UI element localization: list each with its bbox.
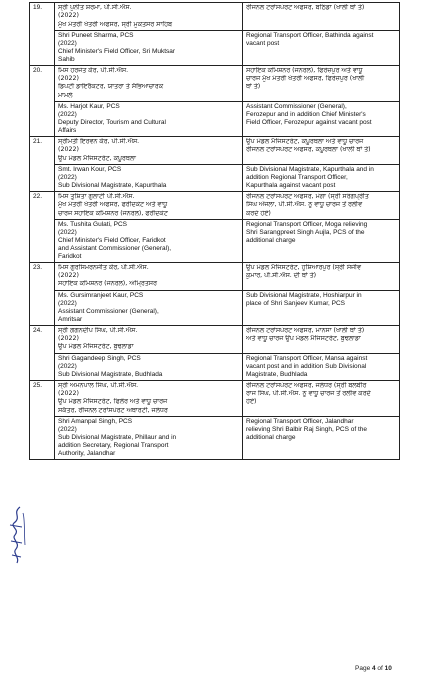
cell-line: ਥਾਂ ਤੇ) <box>246 83 261 91</box>
table-row-english <box>30 290 400 325</box>
cell-line: Regional Transport Officer, Mansa against <box>246 354 368 362</box>
cell-line: additional charge <box>246 236 296 244</box>
cell-line: (2022) <box>58 425 77 433</box>
cell-line: Chief Minister's Field Officer, Faridkot <box>58 236 166 244</box>
cell-line: relieving Shri Balbir Raj Singh, PCS of the <box>246 425 368 433</box>
cell-line: Sub Divisional Magistrate, Kapurthala <box>58 181 167 189</box>
cell-line: Sub Divisional Magistrate, Budhlada <box>58 370 163 378</box>
cell-line: Sub Divisional Magistrate, Kapurthala and in <box>246 165 374 173</box>
current-page: 4 <box>372 665 376 672</box>
table-row-punjabi <box>30 380 400 416</box>
new-posting-punjabi <box>243 191 400 219</box>
new-posting-english <box>243 353 400 380</box>
officer-name-english <box>55 353 243 380</box>
cell-line: Regional Transport Officer, Bathinda against <box>246 31 374 39</box>
cell-line: Field Officer, Ferozepur against vacant post <box>246 119 372 127</box>
cell-line: ਮੁੱਖ ਮੰਤਰੀ ਖੇਤਰੀ ਅਫਸਰ, ਫਰੀਦਕੋਟ ਅਤੇ ਵਾਧੂ <box>58 201 168 209</box>
cell-line: ਚਾਰਜ ਮੁੱਖ ਮੰਤਰੀ ਖੇਤਰੀ ਅਫਸਰ, ਫਿਰੋਜ਼ਪੁਰ (ਖਾਲੀ <box>246 75 365 83</box>
cell-line: ਸਹਾਇਕ ਕਮਿਸ਼ਨਰ (ਜਨਰਲ), ਅੰਮ੍ਰਿਤਸਰ <box>58 280 157 288</box>
cell-line: ਉਪ ਮੰਡਲ ਮੈਜਿਸਟਰੇਟ, ਬੁਢਲਾਡਾ <box>58 343 134 351</box>
cell-line: (2022) <box>58 389 79 397</box>
new-posting-english <box>243 30 400 65</box>
table-row-punjabi <box>30 325 400 353</box>
cell-line: addition Regional Transport Officer, <box>246 173 348 181</box>
cell-line: ਰੀਜਨਲ ਟਰਾਂਸਪੋਰਟ ਅਫਸਰ, ਜਲੰਧਰ (ਸ੍ਰੀ ਬਲਬੀਰ <box>246 381 367 389</box>
new-posting-punjabi <box>243 3 400 31</box>
cell-line: ਹੋਏ) <box>246 398 257 406</box>
officer-name-punjabi <box>55 137 243 165</box>
cell-line: ਸ੍ਰੀ ਪੁਨੀਤ ਸ਼ਰਮਾ, ਪੀ.ਸੀ.ਐਸ. <box>58 4 132 11</box>
table-row-punjabi <box>30 191 400 219</box>
cell-line: Regional Transport Officer, Moga relieving <box>246 220 368 228</box>
new-posting-punjabi <box>243 380 400 416</box>
cell-line: Smt. Irwan Kour, PCS <box>58 165 122 173</box>
page-footer: Page 4 of 10 <box>355 665 392 672</box>
officer-name-punjabi <box>55 65 243 101</box>
new-posting-english <box>243 416 400 459</box>
cell-line: ਸਿੰਘ ਔਜਲਾ, ਪੀ.ਸੀ.ਐਸ. ਨੂੰ ਵਾਧੂ ਚਾਰਜ ਤੋਂ ਰਲੀਵ <box>246 201 363 209</box>
cell-line: place of Shri Sanjeev Kumar, PCS <box>246 299 345 307</box>
cell-line: (2022) <box>58 173 77 181</box>
officer-name-english <box>55 290 243 325</box>
cell-line: Ms. Tushita Gulati, PCS <box>58 220 127 228</box>
serial-number: 22. <box>30 191 55 262</box>
cell-line: Ms. Gursimranjeet Kaur, PCS <box>58 291 144 299</box>
table-row-english <box>30 102 400 137</box>
cell-line: Deputy Director, Tourism and Cultural <box>58 119 166 127</box>
transfer-table <box>29 2 400 460</box>
cell-line: (2022) <box>58 39 77 47</box>
cell-line: Assistant Commissioner (General), <box>246 103 347 111</box>
cell-line: ਮੁੱਖ ਮੰਤਰੀ ਖੇਤਰੀ ਅਫਸਰ, ਸ੍ਰੀ ਮੁਕਤਸਰ ਸਾਹਿਬ <box>58 20 172 28</box>
officer-name-punjabi <box>55 325 243 353</box>
table-row-punjabi <box>30 65 400 101</box>
cell-line: ਡਿਪਟੀ ਡਾਇਰੈਕਟਰ, ਯਾਤਰਾ ਤੇ ਸੱਭਿਆਚਾਰਕ <box>58 83 163 91</box>
cell-line: Amritsar <box>58 315 83 323</box>
cell-line: Assistant Commissioner (General), <box>58 307 159 315</box>
cell-line: ਸਹਾਇਕ ਕਮਿਸ਼ਨਰ (ਜਨਰਲ), ਫਿਰੋਜ਼ਪੁਰ ਅਤੇ ਵਾਧੂ <box>246 66 363 74</box>
cell-line: additional charge <box>246 433 296 441</box>
cell-line: ਸ੍ਰੀ ਗਗਨਦੀਪ ਸਿੰਘ, ਪੀ.ਸੀ.ਐਸ. <box>58 326 138 334</box>
new-posting-punjabi <box>243 137 400 165</box>
cell-line: (2022) <box>58 146 79 154</box>
officer-name-punjabi <box>55 262 243 290</box>
cell-line: ਰੀਜਨਲ ਟਰਾਂਸਪੋਰਟ ਅਫਸਰ, ਮਾਨਸਾ (ਖਾਲੀ ਥਾਂ ਤੇ) <box>246 326 365 334</box>
cell-line: ਉਪ ਮੰਡਲ ਮੈਜਿਸਟਰੇਟ, ਕਪੂਰਥਲਾ <box>58 154 136 162</box>
cell-line: (2022) <box>58 362 77 370</box>
cell-line: vacant post and in addition Sub Divisional <box>246 362 367 370</box>
officer-name-punjabi <box>55 380 243 416</box>
serial-number: 23. <box>30 262 55 325</box>
cell-line: Shri Sarangpreet Singh Aujla, PCS of the <box>246 228 365 236</box>
officer-name-english <box>55 416 243 459</box>
cell-line: Affairs <box>58 127 77 135</box>
cell-line: Faridkot <box>58 252 82 260</box>
new-posting-punjabi <box>243 262 400 290</box>
total-pages: 10 <box>384 665 392 672</box>
officer-name-english <box>55 219 243 262</box>
cell-line: (2022) <box>58 12 79 20</box>
cell-line: (2022) <box>58 272 79 280</box>
table-row-english <box>30 416 400 459</box>
handwritten-signature <box>6 505 28 569</box>
cell-line: Shri Amanpal Singh, PCS <box>58 417 133 425</box>
cell-line: ਰੀਜਨਲ ਟਰਾਂਸਪੋਰਟ ਅਫਸਰ, ਬਠਿੰਡਾ (ਖਾਲੀ ਥਾਂ ਤੇ) <box>246 4 365 11</box>
cell-line: Magistrate, Budhlada <box>246 370 308 378</box>
cell-line: (2022) <box>58 335 79 343</box>
cell-line: vacant post <box>246 39 280 47</box>
cell-line: addition Secretary, Regional Transport <box>58 441 169 449</box>
cell-line: (2022) <box>58 228 77 236</box>
officer-name-english <box>55 102 243 137</box>
officer-name-punjabi <box>55 3 243 31</box>
cell-line: Ferozepur and in addition Chief Minister's <box>246 111 366 119</box>
table-row-punjabi <box>30 262 400 290</box>
cell-line: Authority, Jalandhar <box>58 449 116 457</box>
new-posting-english <box>243 102 400 137</box>
table-row-punjabi <box>30 137 400 165</box>
cell-line: Shri Gagandeep Singh, PCS <box>58 354 141 362</box>
cell-line: Sahib <box>58 55 75 63</box>
cell-line: Sub Divisional Magistrate, Hoshiarpur in <box>246 291 362 299</box>
cell-line: Sub Divisional Magistrate, Phillaur and in <box>58 433 177 441</box>
cell-line: (2022) <box>58 75 79 83</box>
officer-name-punjabi <box>55 191 243 219</box>
cell-line: Chief Minister's Field Officer, Sri Muktsar <box>58 47 176 55</box>
cell-line: Regional Transport Officer, Jalandhar <box>246 417 354 425</box>
new-posting-english <box>243 290 400 325</box>
table-row-english <box>30 164 400 191</box>
cell-line: ਰਾਜ ਸਿੰਘ, ਪੀ.ਸੀ.ਐਸ. ਨੂੰ ਵਾਧੂ ਚਾਰਜ ਤੋਂ ਰਲੀਵ ਕਰਦੇ <box>246 389 371 397</box>
cell-line: Kapurthala against vacant post <box>246 181 336 189</box>
cell-line: ਮਾਮਲੇ <box>58 91 73 99</box>
cell-line: ਕਰਦੇ ਹੋਏ) <box>246 209 271 217</box>
cell-line: Shri Puneet Sharma, PCS <box>58 31 134 39</box>
table-row-english <box>30 30 400 65</box>
cell-line: ਮਿਸ ਹਰਜੋਤ ਕੌਰ, ਪੀ.ਸੀ.ਐਸ. <box>58 66 129 74</box>
serial-number: 24. <box>30 325 55 380</box>
new-posting-punjabi <box>243 325 400 353</box>
table-row-english <box>30 219 400 262</box>
officer-name-english <box>55 30 243 65</box>
cell-line: ਉਪ ਮੰਡਲ ਮੈਜਿਸਟਰੇਟ, ਫਿਲੌਰ ਅਤੇ ਵਾਧੂ ਚਾਰਜ <box>58 398 168 406</box>
cell-line: ਅਤੇ ਵਾਧੂ ਚਾਰਜ ਉਪ ਮੰਡਲ ਮੈਜਿਸਟਰੇਟ, ਬੁਢਲਾਡਾ <box>246 335 361 343</box>
cell-line: ਰੀਜਨਲ ਟਰਾਂਸਪੋਰਟ ਅਫਸਰ, ਕਪੂਰਥਲਾ (ਖਾਲੀ ਥਾਂ ਤੇ) <box>246 146 371 154</box>
cell-line: ਮਿਸ ਤੁਸ਼ਿਤਾ ਗੁਲਾਟੀ ਪੀ.ਸੀ.ਐਸ. <box>58 192 135 200</box>
officer-name-english <box>55 164 243 191</box>
new-posting-punjabi <box>243 65 400 101</box>
cell-line: ਮਿਸ ਗੁਰਸਿਮਰਨਜੀਤ ਕੌਰ, ਪੀ.ਸੀ.ਐਸ. <box>58 263 149 271</box>
new-posting-english <box>243 219 400 262</box>
cell-line: ਉਪ ਮੰਡਲ ਮੈਜਿਸਟਰੇਟ, ਹੁਸ਼ਿਆਰਪੁਰ (ਸ੍ਰੀ ਸੰਜੀਵ <box>246 263 361 271</box>
cell-line: ਸ੍ਰੀ ਅਮਨਪਾਲ ਸਿੰਘ, ਪੀ.ਸੀ.ਐਸ. <box>58 381 139 389</box>
cell-line: ਸਕੱਤਰ, ਰੀਜਨਲ ਟਰਾਂਸਪੋਰਟ ਅਥਾਰਟੀ, ਜਲੰਧਰ <box>58 406 168 414</box>
cell-line: and Assistant Commissioner (General), <box>58 244 172 252</box>
cell-line: ਕੁਮਾਰ, ਪੀ.ਸੀ.ਐਸ. ਦੀ ਥਾਂ ਤੇ) <box>246 272 317 280</box>
cell-line: (2022) <box>58 111 77 119</box>
table-row-english <box>30 353 400 380</box>
cell-line: (2022) <box>58 299 77 307</box>
new-posting-english <box>243 164 400 191</box>
cell-line: ਰੀਜਨਲ ਟਰਾਂਸਪੋਰਟ ਅਫਸਰ, ਮੋਗਾ (ਸ੍ਰੀ ਸਰੰਗਪ੍ਰੀਤ <box>246 192 369 200</box>
serial-number: 21. <box>30 137 55 192</box>
cell-line: ਚਾਰਜ ਸਹਾਇਕ ਕਮਿਸ਼ਨਰ (ਜਨਰਲ), ਫਰੀਦਕੋਟ <box>58 209 168 217</box>
serial-number: 19. <box>30 3 55 66</box>
cell-line: ਸ੍ਰੀਮਤੀ ਇਰਵਨ ਕੌਰ, ਪੀ.ਸੀ.ਐਸ. <box>58 138 140 146</box>
cell-line: Ms. Harjot Kaur, PCS <box>58 103 120 111</box>
serial-number: 25. <box>30 380 55 459</box>
cell-line: ਉਪ ਮੰਡਲ ਮੈਜਿਸਟਰੇਟ, ਕਪੂਰਥਲਾ ਅਤੇ ਵਾਧੂ ਚਾਰਜ <box>246 138 364 146</box>
table-row-punjabi <box>30 3 400 31</box>
serial-number: 20. <box>30 65 55 136</box>
